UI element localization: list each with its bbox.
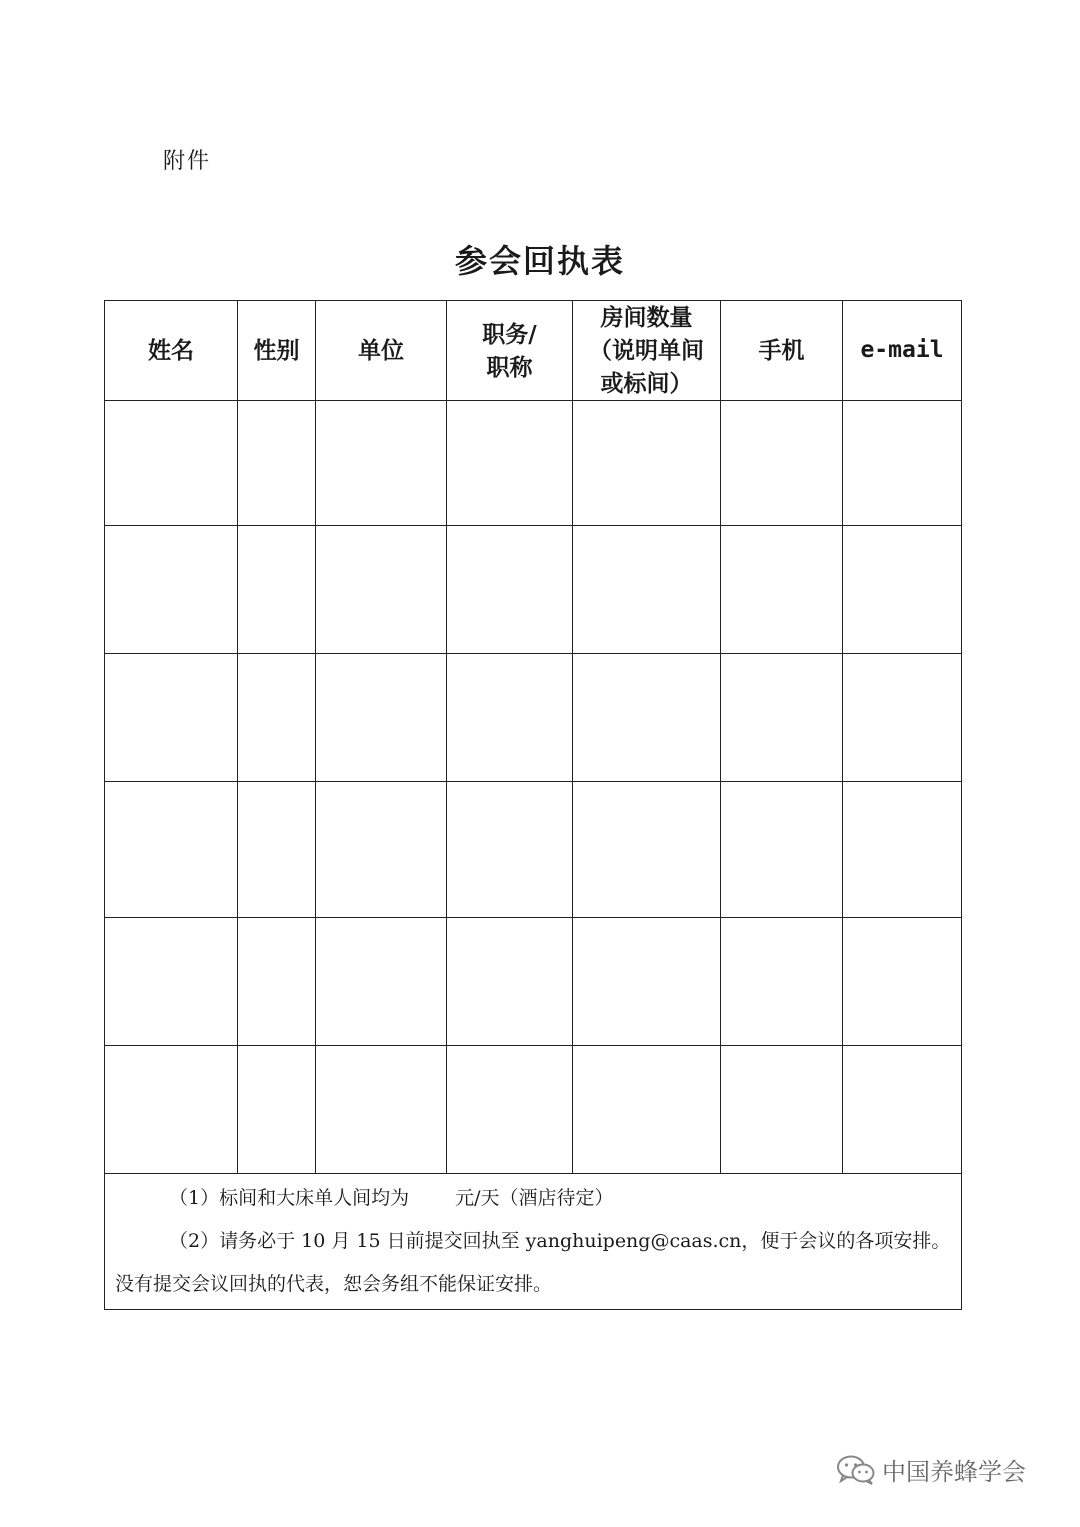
cell-room-count[interactable]: [573, 401, 721, 526]
watermark: [836, 1452, 1026, 1487]
header-room-count: 房间数量 （说明单间 或标间）: [573, 301, 721, 401]
cell-mobile[interactable]: [721, 918, 843, 1046]
cell-mobile[interactable]: [721, 526, 843, 654]
watermark-text: 中国养蜂学会: [882, 1458, 1026, 1486]
cell-email[interactable]: [843, 654, 962, 782]
table-row: [105, 654, 962, 782]
cell-email[interactable]: [843, 918, 962, 1046]
cell-position[interactable]: [447, 918, 573, 1046]
cell-mobile[interactable]: [721, 1046, 843, 1174]
cell-organization[interactable]: [316, 1046, 447, 1174]
header-organization: 单位: [316, 301, 447, 401]
table-row: [105, 782, 962, 918]
cell-email[interactable]: [843, 401, 962, 526]
cell-organization[interactable]: [316, 526, 447, 654]
header-gender: 性别: [238, 301, 316, 401]
cell-mobile[interactable]: [721, 401, 843, 526]
cell-organization[interactable]: [316, 401, 447, 526]
cell-position[interactable]: [447, 1046, 573, 1174]
cell-email[interactable]: [843, 782, 962, 918]
header-position: 职务/ 职称: [447, 301, 573, 401]
note-line-3: 没有提交会议回执的代表，恕会务组不能保证安排。: [115, 1273, 553, 1295]
cell-organization[interactable]: [316, 782, 447, 918]
cell-room-count[interactable]: [573, 782, 721, 918]
note-rate-unit: 元/天（酒店待定）: [455, 1187, 614, 1209]
cell-gender[interactable]: [238, 918, 316, 1046]
cell-email[interactable]: [843, 526, 962, 654]
header-email: e-mail: [843, 301, 962, 401]
cell-name[interactable]: [105, 1046, 238, 1174]
cell-mobile[interactable]: [721, 654, 843, 782]
cell-gender[interactable]: [238, 654, 316, 782]
cell-name[interactable]: [105, 401, 238, 526]
cell-name[interactable]: [105, 526, 238, 654]
table-row: [105, 918, 962, 1046]
cell-organization[interactable]: [316, 918, 447, 1046]
notes-row: [105, 1174, 962, 1310]
header-mobile: 手机: [721, 301, 843, 401]
cell-gender[interactable]: [238, 526, 316, 654]
note-rate-text: （1）标间和大床单人间均为: [169, 1187, 410, 1209]
document-title: 参会回执表: [454, 242, 625, 280]
attachment-label: 附件: [163, 149, 212, 174]
header-row: [105, 301, 962, 401]
cell-room-count[interactable]: [573, 918, 721, 1046]
note-line-1: [115, 1177, 951, 1220]
cell-organization[interactable]: [316, 654, 447, 782]
table-row: [105, 1046, 962, 1174]
notes-cell: [105, 1174, 962, 1310]
cell-room-count[interactable]: [573, 526, 721, 654]
cell-room-count[interactable]: [573, 1046, 721, 1174]
cell-gender[interactable]: [238, 401, 316, 526]
table-row: [105, 526, 962, 654]
cell-position[interactable]: [447, 526, 573, 654]
cell-room-count[interactable]: [573, 654, 721, 782]
cell-name[interactable]: [105, 918, 238, 1046]
cell-gender[interactable]: [238, 1046, 316, 1174]
cell-name[interactable]: [105, 782, 238, 918]
cell-gender[interactable]: [238, 782, 316, 918]
cell-position[interactable]: [447, 782, 573, 918]
cell-name[interactable]: [105, 654, 238, 782]
cell-position[interactable]: [447, 401, 573, 526]
cell-position[interactable]: [447, 654, 573, 782]
table-row: [105, 401, 962, 526]
cell-email[interactable]: [843, 1046, 962, 1174]
note-line-2: （2）请务必于 10 月 15 日前提交回执至 yanghuipeng@caas.cn，便于会议的各项安排。: [169, 1230, 951, 1252]
wechat-icon: [836, 1454, 876, 1486]
header-name: 姓名: [105, 301, 238, 401]
cell-mobile[interactable]: [721, 782, 843, 918]
reply-form-table: [104, 300, 962, 1310]
